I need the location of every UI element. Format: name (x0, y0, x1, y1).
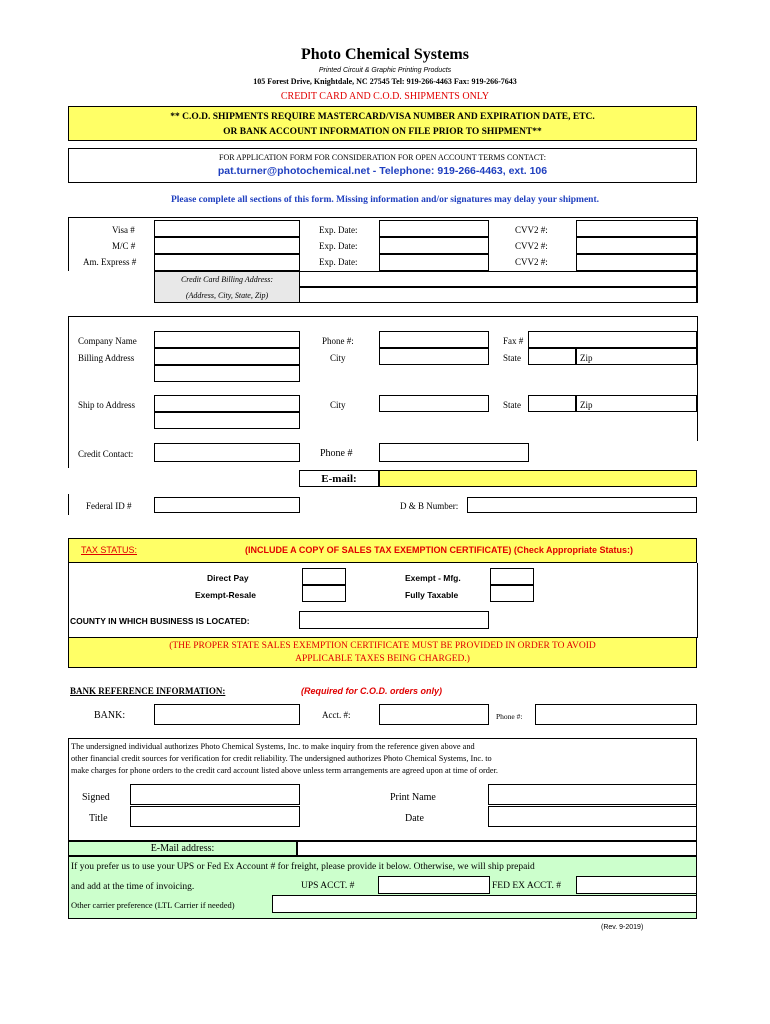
divider (68, 563, 69, 638)
other-carrier-field[interactable] (272, 895, 697, 913)
cod-notice-line1: ** C.O.D. SHIPMENTS REQUIRE MASTERCARD/VISA NUMBER AND EXPIRATION DATE, ETC. (170, 112, 595, 122)
credit-contact-label: Credit Contact: (78, 449, 134, 459)
billing-city-label: City (330, 353, 346, 363)
county-field[interactable] (299, 611, 489, 629)
billing-address-line2[interactable] (299, 287, 697, 303)
visa-label: Visa # (112, 225, 135, 235)
ship-address-field-2[interactable] (154, 412, 300, 429)
fax-field[interactable] (528, 331, 697, 348)
billing-state-field[interactable] (528, 348, 576, 365)
divider (68, 217, 69, 271)
ship-city-field[interactable] (379, 395, 489, 412)
ship-city-label: City (330, 400, 346, 410)
divider (697, 217, 698, 303)
visa-exp-label: Exp. Date: (319, 225, 358, 235)
billing-city-field[interactable] (379, 348, 489, 365)
email-field[interactable] (379, 470, 697, 487)
county-label: COUNTY IN WHICH BUSINESS IS LOCATED: (70, 616, 250, 626)
ship-address-label: Ship to Address (78, 400, 136, 410)
email-label: E-mail: (321, 473, 357, 485)
db-number-field[interactable] (467, 497, 697, 513)
amex-exp-label: Exp. Date: (319, 257, 358, 267)
billing-address-field[interactable] (154, 348, 300, 365)
divider (68, 316, 697, 317)
authorization-text (71, 741, 498, 777)
direct-pay-label: Direct Pay (207, 573, 249, 583)
tax-status-label: TAX STATUS: (81, 545, 138, 555)
mc-cvv-field[interactable] (576, 237, 697, 254)
fedex-acct-field[interactable] (576, 876, 697, 894)
acct-label: Acct. #: (322, 710, 351, 720)
contact-phone-field[interactable] (379, 443, 529, 462)
date-field[interactable] (488, 806, 697, 827)
email-address-label-cell (68, 841, 297, 856)
signed-label: Signed (82, 792, 110, 803)
acct-field[interactable] (379, 704, 489, 725)
federal-id-field[interactable] (154, 497, 300, 513)
phone-field[interactable] (379, 331, 489, 348)
authorization-line2: other financial credit sources for verification for credit reliability. The undersigned authorizes Photo Chemical Systems, Inc. to (71, 754, 492, 763)
billing-address-field-2[interactable] (154, 365, 300, 382)
contact-phone-label: Phone # (320, 448, 353, 459)
divider (68, 217, 697, 218)
bank-reference-note: (Required for C.O.D. orders only) (301, 686, 443, 696)
print-name-label: Print Name (390, 792, 436, 803)
freight-account-line2: and add at the time of invoicing. (71, 882, 195, 892)
amex-cvv-label: CVV2 #: (515, 257, 548, 267)
billing-address-line1[interactable] (299, 271, 697, 287)
divider (697, 316, 698, 441)
ship-zip-field[interactable] (576, 395, 697, 412)
company-address: 105 Forest Drive, Knightdale, NC 27545 Tel: 919-266-4463 Fax: 919-266-7643 (253, 77, 517, 86)
mc-exp-field[interactable] (379, 237, 489, 254)
company-tagline: Printed Circuit & Graphic Printing Products (318, 67, 452, 74)
fax-label: Fax # (503, 336, 524, 346)
mc-number-field[interactable] (154, 237, 300, 254)
title-label: Title (89, 813, 108, 824)
amex-cvv-field[interactable] (576, 254, 697, 271)
contact-box (68, 148, 697, 183)
tax-warning-line2: APPLICABLE TAXES BEING CHARGED.) (295, 654, 470, 664)
bank-reference-heading: BANK REFERENCE INFORMATION: (70, 686, 226, 696)
company-name-label: Company Name (78, 336, 137, 346)
email-address-field[interactable] (297, 841, 697, 856)
amex-exp-field[interactable] (379, 254, 489, 271)
visa-cvv-field[interactable] (576, 220, 697, 237)
authorization-line3: make charges for phone orders to the credit card account listed above unless term arrangements are agreed upon at time of order. (71, 766, 498, 775)
date-label: Date (405, 813, 424, 824)
fedex-acct-label: FED EX ACCT. # (492, 881, 561, 891)
direct-pay-checkbox[interactable] (302, 568, 346, 585)
freight-account-line1: If you prefer us to use your UPS or Fed Ex Account # for freight, please provide it below. Otherwise, we will ship prepaid (71, 862, 535, 872)
ups-acct-field[interactable] (378, 876, 490, 894)
contact-details[interactable]: pat.turner@photochemical.net - Telephone: 919-266-4463, ext. 106 (217, 165, 548, 177)
bank-label: BANK: (94, 710, 126, 721)
billing-zip-field[interactable] (576, 348, 697, 365)
title-field[interactable] (130, 806, 300, 827)
email-address-label: E-Mail address: (150, 843, 215, 854)
ship-address-field[interactable] (154, 395, 300, 412)
mc-exp-label: Exp. Date: (319, 241, 358, 251)
exempt-mfg-checkbox[interactable] (490, 568, 534, 585)
billing-address-label-cell (154, 271, 300, 303)
billing-state-label: State (503, 353, 521, 363)
ship-state-label: State (503, 400, 521, 410)
federal-id-label: Federal ID # (86, 501, 132, 511)
db-number-label: D & B Number: (400, 501, 459, 511)
tax-warning-line1: (THE PROPER STATE SALES EXEMPTION CERTIFICATE MUST BE PROVIDED IN ORDER TO AVOID (169, 641, 596, 651)
other-carrier-label: Other carrier preference (LTL Carrier if needed) (71, 900, 235, 910)
visa-exp-field[interactable] (379, 220, 489, 237)
print-name-field[interactable] (488, 784, 697, 805)
amex-number-field[interactable] (154, 254, 300, 271)
exempt-mfg-label: Exempt - Mfg. (405, 573, 461, 583)
divider (697, 563, 698, 638)
billing-zip-label: Zip (580, 353, 593, 363)
instruction-text: Please complete all sections of this form. Missing information and/or signatures may delay your shipment. (170, 195, 600, 205)
billing-address-hint: (Address, City, State, Zip) (185, 291, 269, 300)
bank-phone-label: Phone #: (496, 712, 523, 721)
company-name-field[interactable] (154, 331, 300, 348)
divider (68, 316, 69, 468)
amex-label: Am. Express # (83, 257, 137, 267)
company-title: Photo Chemical Systems (301, 46, 469, 63)
cod-notice-line2: OR BANK ACCOUNT INFORMATION ON FILE PRIOR TO SHIPMENT** (223, 127, 542, 137)
ups-acct-label: UPS ACCT. # (301, 881, 355, 891)
billing-address-label: Billing Address (78, 353, 135, 363)
tax-warning (68, 637, 697, 668)
tax-status-bar (68, 538, 697, 563)
contact-intro: FOR APPLICATION FORM FOR CONSIDERATION FOR OPEN ACCOUNT TERMS CONTACT: (219, 153, 546, 162)
exempt-resale-checkbox[interactable] (302, 585, 346, 602)
bank-phone-field[interactable] (535, 704, 697, 725)
fully-taxable-checkbox[interactable] (490, 585, 534, 602)
signature-field[interactable] (130, 784, 300, 805)
mc-label: M/C # (112, 241, 136, 251)
ship-state-field[interactable] (528, 395, 576, 412)
fully-taxable-label: Fully Taxable (405, 590, 459, 600)
divider (68, 494, 69, 515)
tax-status-instruction: (INCLUDE A COPY OF SALES TAX EXEMPTION CERTIFICATE) (Check Appropriate Status:) (244, 545, 634, 555)
cod-notice (68, 106, 697, 141)
bank-field[interactable] (154, 704, 300, 725)
phone-label: Phone #: (322, 336, 354, 346)
visa-number-field[interactable] (154, 220, 300, 237)
billing-address-label: Credit Card Billing Address: (180, 275, 274, 284)
mc-cvv-label: CVV2 #: (515, 241, 548, 251)
exempt-resale-label: Exempt-Resale (195, 590, 256, 600)
visa-cvv-label: CVV2 #: (515, 225, 548, 235)
authorization-line1: The undersigned individual authorizes Photo Chemical Systems, Inc. to make inquiry from the reference given above and (71, 742, 475, 751)
email-label-cell (299, 470, 379, 487)
revision-label: (Rev. 9-2019) (601, 924, 644, 931)
payment-policy: CREDIT CARD AND C.O.D. SHIPMENTS ONLY (280, 91, 490, 102)
credit-contact-field[interactable] (154, 443, 300, 462)
ship-zip-label: Zip (580, 400, 593, 410)
